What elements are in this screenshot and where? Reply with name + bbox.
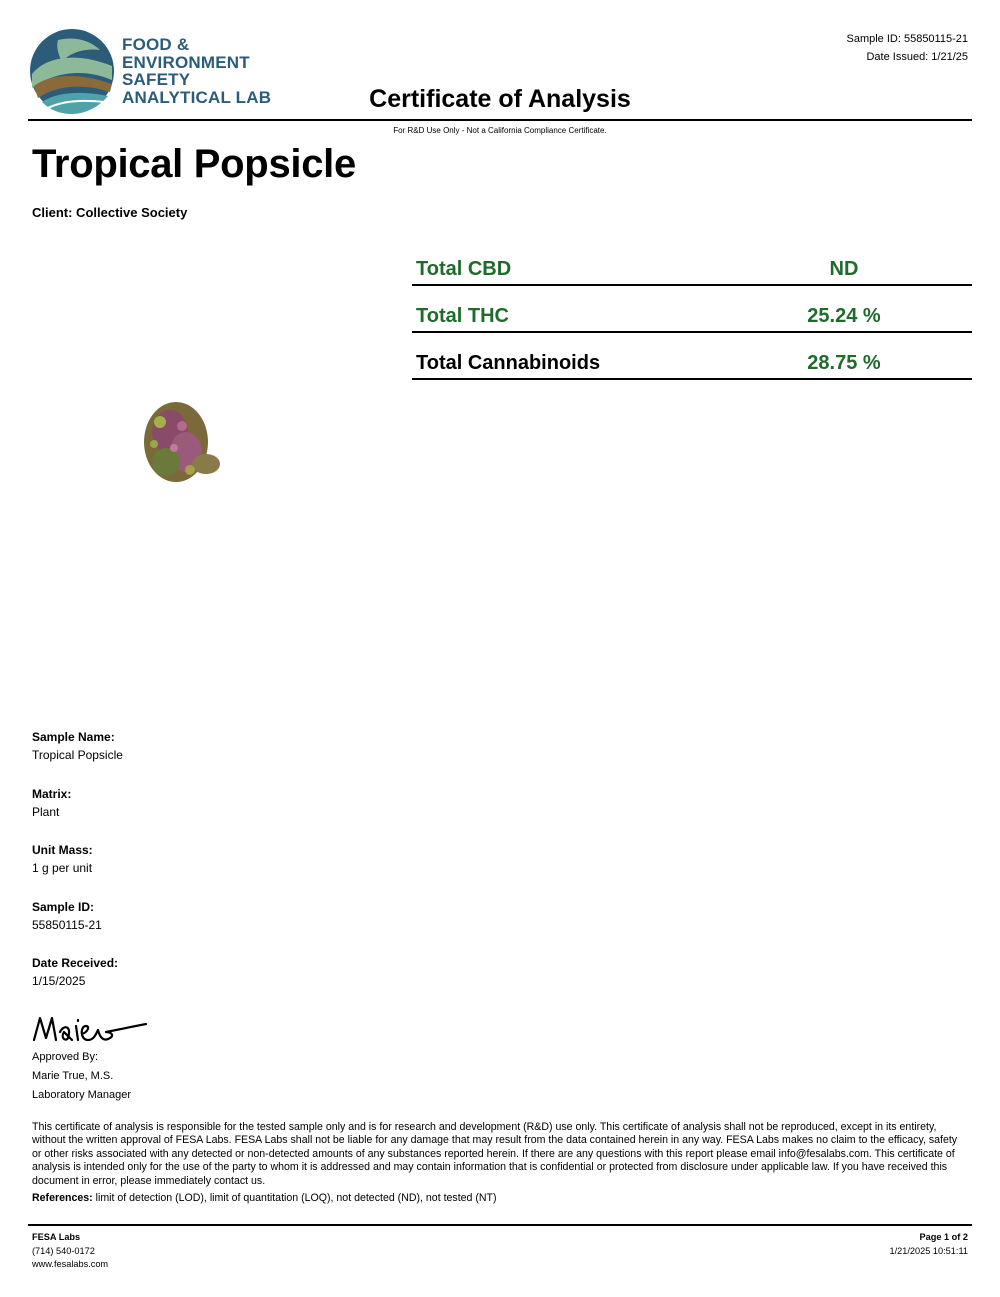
info-sample-id <box>32 899 332 956</box>
summary-row-total-cbd <box>412 240 972 286</box>
header-sample-id: Sample ID: 55850115-21 <box>846 33 968 45</box>
references-label: References: <box>32 1192 93 1204</box>
header-date-issued: Date Issued: 1/21/25 <box>866 51 968 63</box>
footer-company-info <box>32 1231 108 1272</box>
info-sample-name <box>32 729 332 786</box>
info-unit-mass <box>32 842 332 899</box>
summary-row-total-thc <box>412 287 972 333</box>
info-label: Date Received: <box>32 956 119 971</box>
info-matrix <box>32 786 332 843</box>
info-value: Plant <box>32 804 60 819</box>
info-label: Sample Name: <box>32 730 115 744</box>
summary-label: Total CBD <box>416 258 512 280</box>
header-divider <box>28 119 972 121</box>
signature-image <box>30 1010 150 1048</box>
info-label: Sample ID: <box>32 899 95 914</box>
approver-role: Laboratory Manager <box>32 1089 132 1101</box>
logo-line: ANALYTICAL LAB <box>122 87 272 107</box>
footer-page-number: Page 1 of 2 <box>919 1232 968 1242</box>
info-label: Unit Mass: <box>32 843 93 858</box>
summary-value: ND <box>829 258 859 280</box>
logo-line: ENVIRONMENT <box>122 52 250 72</box>
info-value: 55850115-21 <box>32 917 102 932</box>
summary-value: 25.24 % <box>807 305 881 327</box>
info-value: 1 g per unit <box>32 861 93 876</box>
document-title: Certificate of Analysis <box>369 85 631 113</box>
compliance-disclaimer: For R&D Use Only - Not a California Compliance Certificate. <box>393 126 607 135</box>
footer-divider <box>28 1224 972 1226</box>
product-photo <box>130 392 230 502</box>
cannabinoid-summary <box>412 240 972 380</box>
info-label: Matrix: <box>32 786 72 801</box>
approval-block <box>32 1048 131 1105</box>
footer-phone: (714) 540-0172 <box>32 1245 95 1256</box>
product-name: Tropical Popsicle <box>32 142 356 186</box>
sample-info <box>32 729 332 1012</box>
client-name: Client: Collective Society <box>32 205 188 220</box>
legal-disclaimer: This certificate of analysis is responsible for the tested sample only and is for research and development (R&D) use only. This certificate of analysis shall not be reproduced, except in its entirety, without the written approval of FESA Labs. FESA Labs shall not be liable for any damage that may result from the data contained herein in any way. FESA Labs makes no claim to the efficacy, safety or other risks associated with any detected or non-detected amounts of any substances reported herein. If there are any questions with this report please email info@fesalabs.com. This certificate of analysis is intended only for the use of the party to whom it is addressed and may contain information that is confidential or protected from disclosure under applicable law. If you have received this document in error, please immediately contact us. <box>32 1121 958 1187</box>
footer-company: FESA Labs <box>32 1232 81 1242</box>
info-date-received <box>32 955 332 1012</box>
footer-website: www.fesalabs.com <box>32 1259 109 1269</box>
references-text: limit of detection (LOD), limit of quantitation (LOQ), not detected (ND), not tested (NT) <box>95 1192 497 1204</box>
info-value: 1/15/2025 <box>32 974 86 989</box>
logo-line: SAFETY <box>122 70 191 89</box>
footer-timestamp: 1/21/2025 10:51:11 <box>889 1245 968 1256</box>
references <box>32 1192 497 1204</box>
info-value: Tropical Popsicle <box>32 748 123 762</box>
summary-label: Total Cannabinoids <box>416 352 601 374</box>
footer-page-info <box>889 1231 968 1258</box>
logo-line: FOOD & <box>122 35 190 54</box>
approver-name: Marie True, M.S. <box>32 1070 114 1082</box>
summary-row-total-cannabinoids <box>412 334 972 380</box>
approved-by-label: Approved By: <box>32 1051 99 1063</box>
summary-value: 28.75 % <box>807 352 881 374</box>
summary-label: Total THC <box>416 305 509 327</box>
